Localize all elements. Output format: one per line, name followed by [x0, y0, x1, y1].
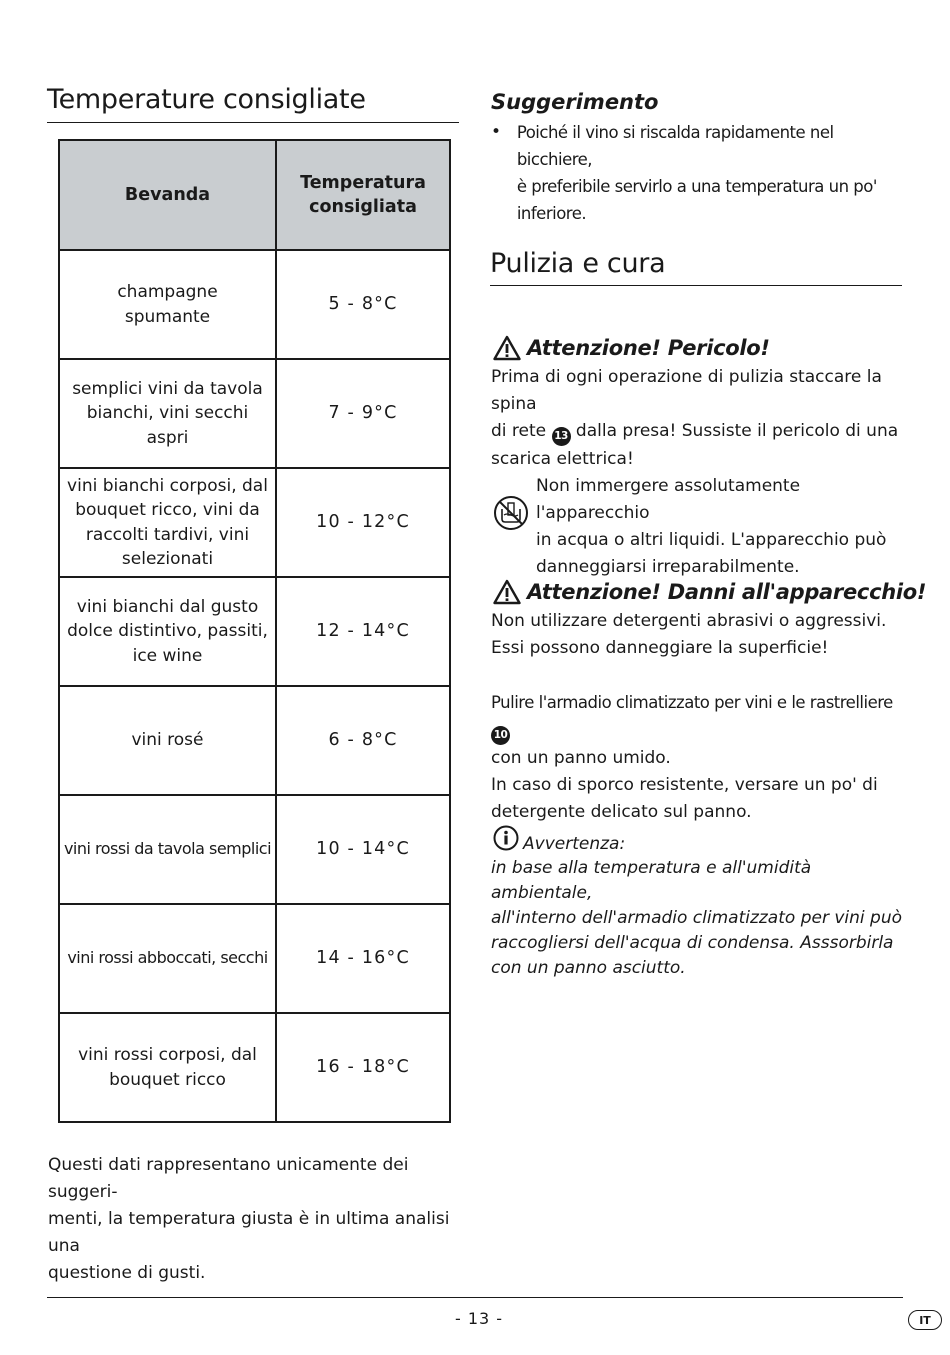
page-title: Temperature consigliate: [47, 84, 366, 115]
part-number-badge: 13: [552, 427, 571, 446]
drink-cell: champagne spumante: [59, 250, 276, 359]
temperature-table: [58, 139, 451, 1123]
notice-text: [491, 856, 911, 981]
language-badge: IT: [908, 1310, 942, 1330]
clean-text: [491, 689, 911, 826]
immerse-line: Non immergere assolutamente l'apparecchio: [536, 476, 801, 523]
drink-cell: vini rossi da tavola semplici: [59, 795, 276, 904]
notice-line: con un panno asciutto.: [491, 958, 686, 978]
tip-text: [517, 119, 911, 227]
table-row: [59, 795, 450, 904]
danger-heading: [493, 335, 770, 361]
immerse-text: [536, 473, 916, 581]
drink-cell: vini rossi corposi, dal bouquet ricco: [59, 1013, 276, 1122]
notice-line: in base alla temperatura e all'umidità ambientale,: [491, 858, 812, 903]
tip-block: [491, 119, 911, 227]
clean-line: In caso di sporco resistente, versare un po' di: [491, 775, 878, 795]
header-temperature: Temperatura consigliata: [276, 140, 450, 250]
tip-line: inferiore.: [516, 204, 587, 223]
immerse-line: in acqua o altri liquidi. L'apparecchio può: [536, 530, 887, 550]
table-row: [59, 904, 450, 1013]
no-immersion-icon: [493, 495, 529, 535]
table-row: [59, 250, 450, 359]
warning-triangle-icon: [493, 579, 521, 605]
danger-line-part: di rete: [491, 421, 552, 441]
table-row: [59, 1013, 450, 1122]
title-underline: [47, 122, 459, 123]
drink-cell: vini rossi abboccati, secchi: [59, 904, 276, 1013]
table-note-line: Questi dati rappresentano unicamente dei suggeri-: [48, 1155, 409, 1202]
danger-line: [491, 418, 911, 446]
damage-line: Non utilizzare detergenti abrasivi o aggressivi.: [491, 611, 887, 631]
clean-line-part: Pulire l'armadio climatizzato per vini e le rastrelliere: [491, 693, 893, 712]
page-number: - 13 -: [455, 1309, 504, 1328]
immerse-line: danneggiarsi irreparabilmente.: [536, 557, 800, 577]
part-number-badge: 10: [491, 726, 510, 745]
table-row: [59, 468, 450, 577]
tip-line: Poiché il vino si riscalda rapidamente nel bicchiere,: [516, 123, 834, 169]
table-row: [59, 359, 450, 468]
temp-cell: 5 - 8°C: [276, 250, 450, 359]
damage-heading-text: Attenzione! Danni all'apparecchio!: [527, 580, 927, 604]
bullet-marker: •: [491, 122, 502, 142]
table-note-line: menti, la temperatura giusta è in ultima analisi una: [48, 1209, 450, 1256]
temp-cell: 6 - 8°C: [276, 686, 450, 795]
drink-cell: semplici vini da tavola bianchi, vini secchi aspri: [59, 359, 276, 468]
temp-cell: 14 - 16°C: [276, 904, 450, 1013]
danger-text: [491, 364, 911, 473]
notice-heading: Avvertenza:: [523, 834, 626, 854]
notice-line: all'interno dell'armadio climatizzato per vini può: [491, 908, 902, 928]
temp-cell: 7 - 9°C: [276, 359, 450, 468]
clean-line: detergente delicato sul panno.: [491, 802, 752, 822]
warning-triangle-icon: [493, 335, 521, 361]
damage-heading: [493, 579, 926, 605]
section-underline: [490, 285, 902, 286]
footer-rule: [47, 1297, 903, 1298]
drink-cell: vini bianchi dal gusto dolce distintivo, passiti, ice wine: [59, 577, 276, 686]
table-header-row: [59, 140, 450, 250]
clean-line: con un panno umido.: [491, 748, 671, 768]
damage-text: [491, 608, 911, 662]
header-drink: Bevanda: [59, 140, 276, 250]
damage-line: Essi possono danneggiare la superficie!: [491, 638, 829, 658]
table-note-line: questione di gusti.: [48, 1263, 206, 1283]
clean-line: [491, 689, 911, 745]
table-row: [59, 686, 450, 795]
danger-line: Prima di ogni operazione di pulizia staccare la spina: [491, 367, 882, 414]
temp-cell: 12 - 14°C: [276, 577, 450, 686]
temp-cell: 16 - 18°C: [276, 1013, 450, 1122]
tip-line: è preferibile servirlo a una temperatura un po': [516, 177, 877, 196]
danger-heading-text: Attenzione! Pericolo!: [527, 336, 770, 360]
danger-line-part: dalla presa! Sussiste il pericolo di una: [570, 421, 899, 441]
temp-cell: 10 - 14°C: [276, 795, 450, 904]
temp-cell: 10 - 12°C: [276, 468, 450, 577]
notice-line: raccogliersi dell'acqua di condensa. Asssorbirla: [491, 933, 894, 953]
danger-line: scarica elettrica!: [491, 449, 634, 469]
drink-cell: vini bianchi corposi, dal bouquet ricco, vini da raccolti tardivi, vini selezionati: [59, 468, 276, 577]
tip-heading: Suggerimento: [491, 90, 659, 114]
drink-cell: vini rosé: [59, 686, 276, 795]
table-row: [59, 577, 450, 686]
section-title: Pulizia e cura: [490, 248, 666, 279]
info-icon: [493, 825, 519, 855]
table-note: [48, 1152, 468, 1287]
